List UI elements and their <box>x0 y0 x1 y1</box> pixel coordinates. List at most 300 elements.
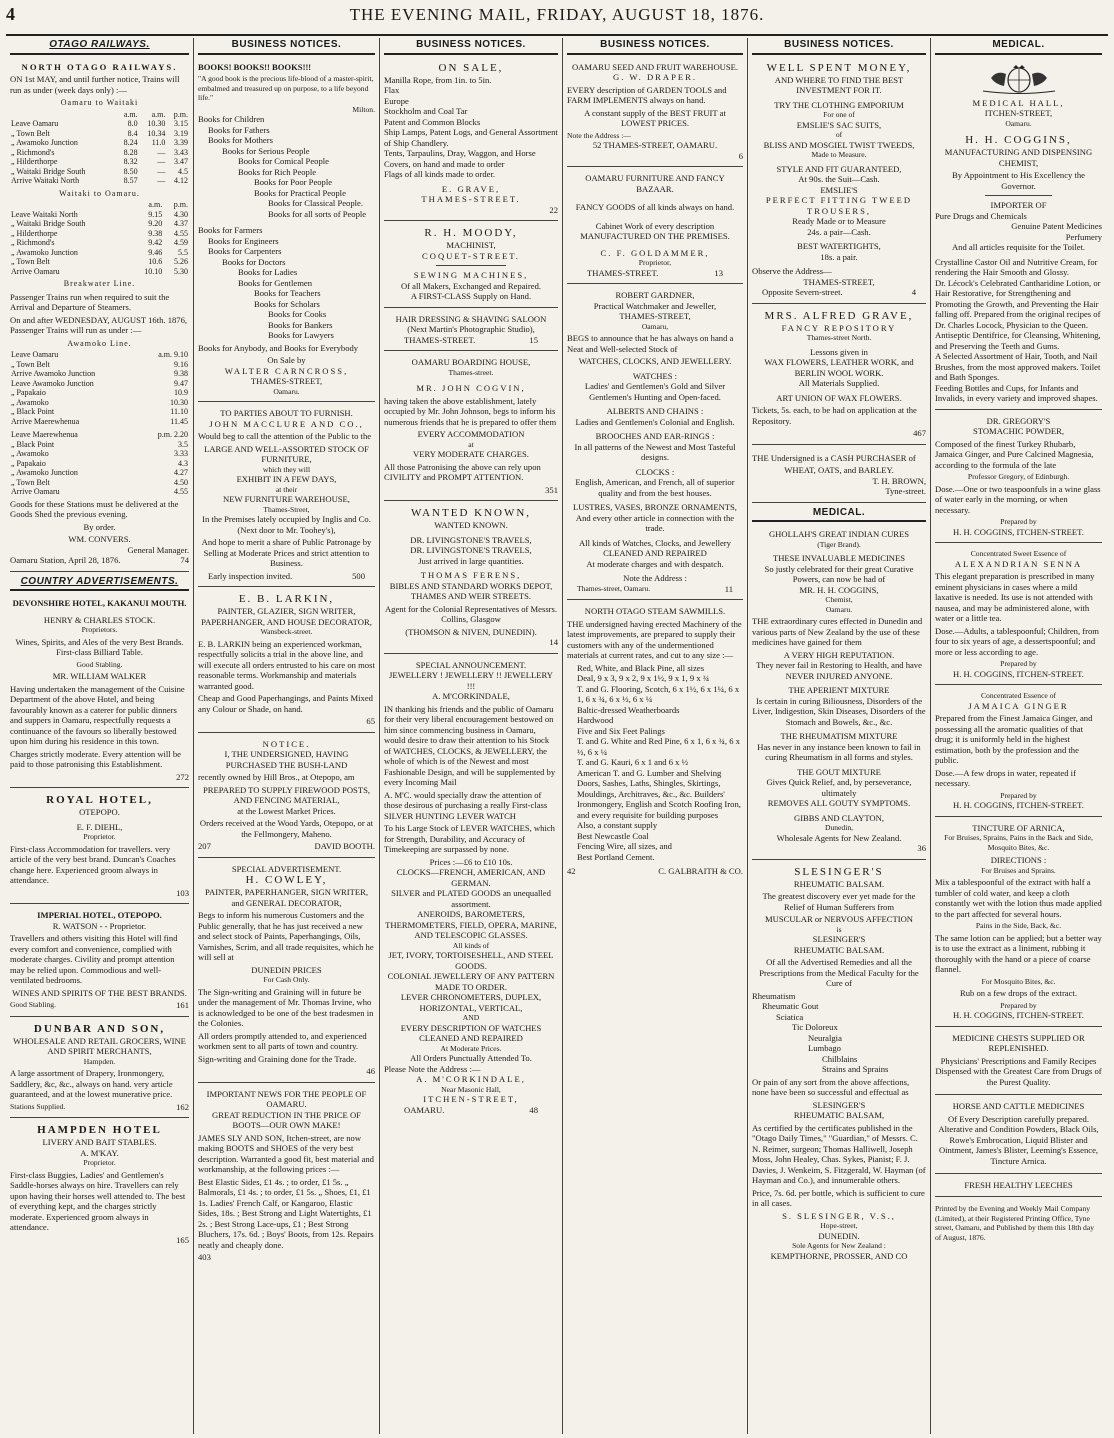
timetable-row <box>10 210 189 220</box>
onsale-number: 22 <box>549 204 558 215</box>
larkin-ad <box>198 590 375 733</box>
cowley-orders: All orders promptly attended to, and experienced workmen sent to all parts of town and country. <box>198 1030 367 1051</box>
station-name: Arrive Waitaki North <box>11 176 80 185</box>
gardner-brooches: In all patterns of the Newest and Most Tasteful designs. <box>574 441 736 462</box>
furnish-warehouse: NEW FURNITURE WAREHOUSE, <box>223 494 350 504</box>
grave-materials: All Materials Supplied. <box>798 378 880 388</box>
arnica-dir3: For Mosquito Bites, &c. <box>981 976 1056 986</box>
grave-title: MRS. ALFRED GRAVE, <box>764 309 914 322</box>
station-name: „ Black Point <box>11 407 55 416</box>
slesinger-agents: Sole Agents for New Zealand : <box>792 1241 886 1250</box>
moody-title: R. H. MOODY, <box>424 227 518 239</box>
money-at: At 90s. the Suit—Cash. <box>798 174 880 184</box>
ferens-streets: THAMES AND WEIR STREETS. <box>410 591 532 601</box>
wanted-title: WANTED KNOWN, <box>410 507 532 519</box>
importer-pure: Pure Drugs and Chemicals <box>935 210 1027 221</box>
station-name: „ Awamoko <box>11 397 49 407</box>
timetable-row <box>10 369 189 379</box>
boarding-ad <box>384 354 558 501</box>
hall-title: MEDICAL HALL, <box>972 97 1065 108</box>
onsale-item: Manilla Rope, from 1in. to 5in. <box>384 74 492 85</box>
ferens-number: 14 <box>549 637 558 647</box>
slesinger-name3: SLESINGER'S <box>812 1099 866 1110</box>
ghollah-town: Oamaru. <box>825 604 853 614</box>
coggins-item: Antiseptic Dentifrice, for Cleansing, Whitening, and Preserving the Teeth and Gums. <box>935 330 1101 351</box>
grave-sub: FANCY REPOSITORY <box>781 322 897 333</box>
books-street: THAMES-STREET, <box>250 376 323 386</box>
timetable-row <box>10 487 189 497</box>
onsale-street: THAMES-STREET. <box>421 194 521 204</box>
timetable-header-cell: a.m. <box>151 109 166 119</box>
larkin-street: Wansbeck-street. <box>260 627 313 636</box>
timetable-row <box>10 360 189 370</box>
station-name: Leave Awamoko Junction <box>11 378 94 388</box>
importer: IMPORTER OF <box>990 200 1047 210</box>
money-try: TRY THE CLOTHING EMPORIUM <box>774 99 904 110</box>
gardner-clocks-title: CLOCKS : <box>635 466 675 477</box>
notice-body: recently owned by Hill Bros., at Otepopo, am <box>198 772 355 782</box>
slesinger-ailments <box>752 991 926 1075</box>
slesinger-signer: S. SLESINGER, V.S., <box>782 1210 896 1221</box>
furnish-lead: Would beg to call the attention of the Public to the <box>198 431 372 441</box>
money-emsl2: EMSLIE'S <box>820 184 858 195</box>
brown-body: THE Undersigned is a CASH PURCHASER of <box>752 452 916 463</box>
jewel-addr-near: Near Masonic Hall, <box>441 1084 501 1094</box>
prepared-by-3-name: H. H. COGGINS, ITCHEN-STREET. <box>953 800 1084 810</box>
departure-time: — <box>157 166 166 176</box>
boots-ad <box>198 1086 375 1268</box>
ghollah-gout: THE GOUT MIXTURE <box>797 766 881 777</box>
moody-street: COQUET-STREET. <box>422 250 520 261</box>
sawmill-item: Baltic-dressed Weatherboards <box>577 704 680 715</box>
slesinger-pain: Or pain of any sort from the above affections, none have been so successful and effectual as <box>752 1076 910 1097</box>
money-ready: Ready Made or to Measure <box>792 216 886 226</box>
seed-ad <box>567 59 743 168</box>
walker-name: MR. WILLIAM WALKER <box>52 671 147 681</box>
prepared-by-4: Prepared by <box>1000 1000 1037 1010</box>
slesinger-sub: RHEUMATIC BALSAM. <box>793 878 885 889</box>
departure-time: 9.46 <box>148 247 163 257</box>
timetable-row <box>10 176 189 186</box>
arnica-title: TINCTURE OF ARNICA, <box>972 822 1065 833</box>
ghollah-ad <box>752 526 926 860</box>
books-list-item: Books for Carpenters <box>208 246 282 256</box>
notice-orders: Orders received at the Wood Yards, Otepopo, or at the Fellmongery, Maheno. <box>199 818 374 839</box>
books-list-b <box>198 225 375 341</box>
timetable-row <box>10 157 189 167</box>
station-name: „ Town Belt <box>11 128 50 138</box>
prepared-by-2: Prepared by <box>1000 659 1037 668</box>
ailment-item: Sciatica <box>776 1011 804 1022</box>
column-1 <box>6 38 194 1434</box>
devonshire-owners: HENRY & CHARLES STOCK. <box>43 614 156 625</box>
money-for: For one of <box>823 110 855 119</box>
devonshire-hotel-ad <box>10 595 189 788</box>
books-list-item: Books for Rich People <box>238 166 317 177</box>
timetable-row <box>10 478 189 488</box>
ghollah-wholesale: Wholesale Agents for New Zealand. <box>776 832 902 843</box>
slesinger-all: Of all the Advertised Remedies and all the Prescriptions from the Medical Faculty for the Cure of <box>759 957 919 988</box>
ghollah-rheum-body: Has never in any instance been known to fail in curing Rheumatism in all forms and styles. <box>757 741 921 762</box>
ginger-ad <box>935 688 1102 817</box>
timetable-row <box>10 388 189 398</box>
sawmill-item: T. and G. White and Red Pine, 6 x 1, 6 x ¾, 6 x ½, 6 x ¼ <box>577 736 740 757</box>
medical-header-col5: MEDICAL. <box>752 506 926 523</box>
departure-time: 9.15 <box>148 209 163 219</box>
boots-title: IMPORTANT NEWS FOR THE PEOPLE OF OAMARU. <box>206 1088 367 1109</box>
seed-body: EVERY description of GARDEN TOOLS and FARM IMPLEMENTS always on hand. <box>567 84 727 105</box>
moody-machines: SEWING MACHINES, <box>413 270 529 280</box>
gardner-brooches-title: BROOCHES AND EAR-RINGS : <box>595 431 715 441</box>
jewel-body: IN thanking his friends and the public of Oamaru for their very liberal encouragement bestowed on him since commencing business in Oamaru, would desire to draw their attention to his Stock of WATCHES, CLOCKS, & JEWELLERY, the whole of which is of the Newest and most Fashionable Design, and will be supplemented by every Incoming Mail <box>384 703 556 787</box>
furnish-title: TO PARTIES ABOUT TO FURNISH. <box>220 408 353 418</box>
chests-presc: Physicians' Prescriptions and Family Recipes Dispensed with the Greatest Care from Drugs of the Purest Quality. <box>935 1055 1102 1087</box>
moody-trade: MACHINIST, <box>446 240 496 250</box>
gardner-other: And every other article in connection with the trade. <box>575 512 735 533</box>
sawmill-item: Hardwood <box>577 715 614 725</box>
departure-time: 11.10 <box>170 407 188 416</box>
furnish-number: 500 <box>352 570 365 581</box>
money-price: 24s. a pair—Cash. <box>807 226 871 237</box>
notice-ad <box>198 736 375 858</box>
ghollah-chem: Chemist, <box>825 595 853 604</box>
grave-number: 467 <box>913 428 926 438</box>
dunbar-ad <box>10 1020 189 1119</box>
money-best-price: 18s. a pair. <box>820 251 858 262</box>
departure-time: 9.47 <box>174 378 188 388</box>
sawmill-item: Best Newcastle Coal <box>577 830 649 841</box>
jewel-prices: Prices :—£6 to £10 10s. <box>429 856 513 867</box>
cowley-number: 46 <box>366 1066 375 1076</box>
bazaar-made: MANUFACTURED ON THE PREMISES. <box>580 231 730 241</box>
slesinger-name2: SLESINGER'S <box>812 934 866 944</box>
gardner-number: 11 <box>724 583 733 594</box>
gardner-repair: All kinds of Watches, Clocks, and Jewellery CLEANED AND REPAIRED <box>579 537 731 558</box>
departure-time: 3.43 <box>174 147 188 157</box>
horse-body: Of Every Description carefully prepared. Alterative and Condition Powders, Black Oils, Rowe's Embrocation, Liquid Blister and Ointment, James's Blister, Leeming's Essence, Tincture Arnica. <box>938 1113 1099 1166</box>
station-name: Leave Waitaki North <box>11 209 78 219</box>
seed-title: OAMARU SEED AND FRUIT WAREHOUSE. <box>571 61 739 72</box>
imperial-body: Travellers and others visiting this Hotel will find every comfort and convenience, complied with moderate charges. Civility and prompt attention may be relied upon. Commodious and well-ventilated bedrooms. <box>10 933 178 985</box>
sawmills-ad <box>567 603 743 882</box>
devonshire-charges: Charges strictly moderate. Every attention will be paid to those patronising this Establishment. <box>10 748 181 769</box>
ghollah-injured: NEVER INJURED ANYONE. <box>785 670 893 681</box>
timetable-row <box>10 407 189 417</box>
railway-footer: Oamaru Station, April 28, 1876. <box>10 555 121 565</box>
onsale-item: Flax <box>384 85 400 95</box>
gardner-lustres: LUSTRES, VASES, BRONZE ORNAMENTS, <box>573 502 737 512</box>
leeches-title: FRESH HEALTHY LEECHES <box>964 1180 1073 1190</box>
boarding-rely: All those Patronising the above can rely upon CIVILITY and PROMPT ATTENTION. <box>384 461 541 482</box>
breakwater-text: Passenger Trains run when required to suit the Arrival and Departure of Steamers. <box>10 291 170 312</box>
station-name: Arrive Awamoko Junction <box>11 369 96 378</box>
books-list-item: Books for Ladies <box>238 267 298 277</box>
timetable-row <box>10 449 189 459</box>
railway-number: 74 <box>180 555 189 565</box>
boarding-at: at <box>468 439 474 449</box>
bazaar-number: 13 <box>714 267 723 278</box>
brown-street: Tyne-street. <box>885 486 926 496</box>
brown-ad <box>752 448 926 503</box>
brown-name: T. H. BROWN, <box>872 475 926 486</box>
dunbar-title: DUNBAR AND SON, <box>33 1022 166 1035</box>
bazaar-street: THAMES-STREET. <box>587 267 659 278</box>
books-list-item: Books for Scholars <box>254 298 320 309</box>
departure-time: 5.26 <box>174 257 188 266</box>
furnish-street: Thames-Street, <box>263 504 310 514</box>
gardner-alberts-title: ALBERTS AND CHAINS : <box>606 406 704 416</box>
notice-title: NOTICE. <box>262 738 311 749</box>
cowley-body: Begs to inform his numerous Customers and the Public generally, that he has just received a new and select stock of Paints, Paperhangings, Oils, Varnishes, Scrim, and all trade requisites, which he will sell at <box>198 910 374 962</box>
books-list-item: Books for Fathers <box>208 124 270 135</box>
timetable-row <box>10 238 189 248</box>
books-list-item: Books for Children <box>198 114 265 124</box>
arnica-sub: For Bruises, Sprains, Pains in the Back and Side, Mosquito Bites, &c. <box>944 833 1093 852</box>
awamoko-intro: On and after WEDNESDAY, AUGUST 16th. 1876, Passenger Trains will run as under :— <box>10 314 188 335</box>
station-name: „ Hilderthorpe <box>11 228 58 238</box>
horse-title: HORSE AND CATTLE MEDICINES <box>952 1101 1085 1111</box>
books-seller: WALTER CARNCROSS, <box>224 365 349 376</box>
money-sub: AND WHERE TO FIND THE BEST INVESTMENT FOR IT. <box>774 74 904 95</box>
leeches-ad <box>935 1177 1102 1197</box>
prepared-by-2-name: H. H. COGGINS, ITCHEN-STREET. <box>953 668 1084 679</box>
prepared-by-3: Prepared by <box>1000 790 1037 800</box>
imperial-wines: WINES AND SPIRITS OF THE BEST BRANDS. <box>12 987 187 998</box>
sawmill-item: American T. and G. Lumber and Shelving <box>577 767 722 778</box>
jewel-clocks: CLOCKS—FRENCH, AMERICAN, AND GERMAN. <box>396 867 546 888</box>
jewel-name: A. M'CORKINDALE, <box>432 691 510 701</box>
prepared-by-4-name: H. H. COGGINS, ITCHEN-STREET. <box>953 1010 1084 1020</box>
station-name: Leave Maerewhenua <box>11 430 78 439</box>
larkin-title: E. B. LARKIN, <box>238 593 335 605</box>
station-name: Arrive Oamaru <box>11 266 60 276</box>
boarding-title: OAMARU BOARDING HOUSE, <box>411 357 531 367</box>
grave-ad <box>752 307 926 445</box>
gardner-title: ROBERT GARDNER, <box>615 290 695 300</box>
onsale-item: Patent and Common Blocks <box>384 116 481 127</box>
column-2 <box>194 38 380 1434</box>
coggins-item: Crystalline Castor Oil and Nutritive Cream, for rendering the Hair Smooth and Glossy. <box>935 256 1098 277</box>
ghollah-number: 36 <box>917 843 926 853</box>
ailment-item: Tic Doloreux <box>792 1022 838 1032</box>
slesinger-price: Price, 7s. 6d. per bottle, which is sufficient to cure in all cases. <box>752 1187 925 1208</box>
devonshire-owners-title: Proprietors. <box>81 625 118 634</box>
ghollah-removes: REMOVES ALL GOUTY SYMPTOMS. <box>767 798 911 808</box>
onsale-item: Flags of all kinds made to order. <box>384 169 495 179</box>
sawmill-item: Doors, Sashes, Laths, Shingles, Skirtings, Mouldings, Architraves, &c., &c. Builders' Ironmongery, English and Scotch Roofing Iron, and every requisite for building purposes <box>577 778 741 820</box>
arnica-dir1-body: Mix a tablespoonful of the extract with half a tumbler of cold water, and keep a cloth constantly wet with the lotion thus made applied to the part affected for several hours. <box>935 877 1102 919</box>
departure-time: 4.30 <box>174 209 188 219</box>
departure-time: a.m. 9.10 <box>158 350 188 359</box>
departure-time: — <box>157 176 166 185</box>
ailment-item: Lumbago <box>808 1043 841 1053</box>
departure-time: 4.55 <box>174 487 188 496</box>
gardner-note: Note the Address : <box>623 573 687 583</box>
books-list-item: Books for Poor People <box>254 177 333 187</box>
gardner-town: Oamaru, <box>641 321 669 331</box>
timetable-row <box>10 459 189 469</box>
col1-header: OTAGO RAILWAYS. <box>10 38 189 55</box>
jewellery-ad <box>384 657 558 1121</box>
onsale-ad <box>384 59 558 222</box>
boarding-every: EVERY ACCOMMODATION <box>417 429 525 439</box>
departure-time: 8.28 <box>123 147 138 157</box>
station-name: „ Town Belt <box>11 257 50 266</box>
ghollah-agents-town: Dunedin, <box>824 823 854 832</box>
gregory-prof: Professor Gregory, of Edinburgh. <box>967 472 1070 481</box>
furnish-which: which they will <box>262 464 311 474</box>
onsale-item: Ship Lamps, Patent Logs, and General Assortment of Ship Chandlery. <box>384 127 558 148</box>
sawmills-items <box>567 663 743 863</box>
devonshire-stabling: Good Stabling. <box>76 659 123 669</box>
notice-prices: at the Lowest Market Prices. <box>237 805 336 816</box>
seed-addr: 52 THAMES-STREET, OAMARU. <box>592 140 718 150</box>
moody-supply: A FIRST-CLASS Supply on Hand. <box>410 291 532 301</box>
sawmill-item: Best Portland Cement. <box>577 851 655 862</box>
seed-fruit: A constant supply of the BEST FRUIT at LOWEST PRICES. <box>584 107 726 128</box>
books-anybody: Books for Anybody, and Books for Everybody <box>198 342 359 353</box>
furnish-at: at their <box>275 484 298 494</box>
royal-owner: E. F. DIEHL, <box>76 821 123 832</box>
wanted-l3: Just arrived in large quantities. <box>418 555 524 566</box>
station-name: „ Waitaki Bridge South <box>11 219 86 228</box>
medical-hall-ad <box>935 59 1102 410</box>
jewel-and: AND <box>462 1013 480 1022</box>
furnish-firm: JOHN MACCLURE AND CO., <box>209 418 364 429</box>
sawmill-item: T. and G. Flooring, Scotch, 6 x 1½, 6 x 1¼, 6 x 1, 6 x ¾, 6 x ½, 6 x ¼ <box>577 683 740 704</box>
ginger-body: Prepared from the Finest Jamaica Ginger, and possessing all the aromatic qualities of that drug; it is uniformly held in the highest estimation, both by the profession and the public. <box>935 713 1093 765</box>
money-emsl: EMSLIE'S SAC SUITS, <box>796 119 882 130</box>
grave-wax: WAX FLOWERS, LEATHER WORK, and BERLIN WOOL WORK. <box>764 357 914 378</box>
timetable-header-row <box>10 110 189 120</box>
column-5 <box>748 38 931 1434</box>
money-observe: Observe the Address— <box>752 266 832 276</box>
cowley-trade: PAINTER, PAPERHANGER, SIGN WRITER, and GENERAL DECORATOR, <box>205 887 368 908</box>
boots-body: JAMES SLY AND SON, Itchen-street, are now making BOOTS and SHOES of the very best description. Warranted a good fit, best material and workmanship, at the following prices :— <box>198 1132 374 1174</box>
jewel-addr-name: A. M'CORKINDALE, <box>416 1074 526 1084</box>
station-name: „ Hilderthorpe <box>11 157 58 166</box>
special-title: SPECIAL ADVERTISEMENT. <box>231 863 342 874</box>
books-list-item: Books for Practical People <box>254 187 346 198</box>
departure-time: 8.50 <box>123 166 138 176</box>
ghollah-never: They never fail in Restoring to Health, and have <box>756 660 922 670</box>
sawmill-item: Also, a constant supply <box>577 820 658 830</box>
sawmills-title: NORTH OTAGO STEAM SAWMILLS. <box>584 606 726 616</box>
books-title: BOOKS! BOOKS!! BOOKS!!! <box>198 61 312 72</box>
imperial-owner: R. WATSON - - Proprietor. <box>52 920 147 931</box>
slesinger-title: SLESINGER'S <box>794 865 884 878</box>
gardner-addr: Thames-street, Oamaru. <box>577 583 651 593</box>
royal-title: ROYAL HOTEL, <box>46 794 153 806</box>
royal-number: 103 <box>176 887 189 898</box>
ginger-conc: Concentrated Essence of <box>980 691 1057 700</box>
dunbar-place: Hampden. <box>83 1056 116 1066</box>
departure-time: 8.24 <box>123 138 138 147</box>
hampden-title: HAMPDEN HOTEL <box>37 1124 162 1136</box>
hair-number: 15 <box>529 334 538 345</box>
timetable-header-cell: p.m. <box>173 109 188 119</box>
gregory-ad <box>935 413 1102 544</box>
gardner-watches-title: WATCHES : <box>632 370 678 381</box>
books-list-item: Books for Farmers <box>198 225 263 235</box>
grave-lessons: Lessons given in <box>810 346 868 357</box>
imperial-stabling: Good Stabling. <box>10 1000 56 1009</box>
departure-time: 3.47 <box>174 157 188 166</box>
money-opp: Opposite Severn-street. <box>762 287 843 297</box>
notice-lead: I, THE UNDERSIGNED, HAVING PURCHASED THE BUSH-LAND <box>224 749 349 770</box>
timetable-row <box>10 129 189 139</box>
cowley-ad <box>198 861 375 1083</box>
departure-time: 11.45 <box>170 416 188 426</box>
ferens-firm: (THOMSON & NIVEN, DUNEDIN). <box>405 626 537 637</box>
importer-genuine: Genuine Patent Medicines <box>1011 221 1102 231</box>
timetable-row <box>10 148 189 158</box>
col6-header: MEDICAL. <box>935 38 1102 55</box>
sawmill-item: T. and G. Kauri, 6 x 1 and 6 x ½ <box>577 757 689 767</box>
books-list-item: Books for all sorts of People <box>268 208 367 219</box>
devonshire-title: DEVONSHIRE HOTEL, KAKANUI MOUTH. <box>12 598 187 608</box>
jewel-j: JEWELLERY ! JEWELLERY !! JEWELLERY !!! <box>388 670 554 691</box>
cowley-cash: For Cash Only. <box>263 975 310 984</box>
bazaar-fancy: FANCY GOODS of all kinds always on hand. <box>575 202 735 212</box>
royal-owner-title: Proprietor. <box>83 832 116 841</box>
bazaar-title: OAMARU FURNITURE AND FANCY BAZAAR. <box>585 173 725 194</box>
money-made: Made to Measure. <box>811 150 867 159</box>
arnica-dir1: For Bruises and Sprains. <box>981 865 1056 875</box>
gardner-ad <box>567 287 743 600</box>
books-list-item: Books for Doctors <box>222 256 286 267</box>
timetable-header-row <box>10 200 189 210</box>
station-name: Leave Oamaru <box>11 119 59 128</box>
jewel-aneroids: ANEROIDS, BAROMETERS, THERMOMETERS, FIELD, OPERA, MARINE, AND TELESCOPIC GLASSES. <box>385 909 557 940</box>
station-name: Leave Oamaru <box>11 350 59 359</box>
hampden-owner: A. M'KAY. <box>80 1147 119 1158</box>
coggins-trade: MANUFACTURING AND DISPENSING CHEMIST, <box>944 147 1093 168</box>
timetable-row <box>10 468 189 478</box>
departure-time: 8.4 <box>127 128 138 138</box>
gardner-stock: WATCHES, CLOCKS, AND JEWELLERY. <box>578 356 732 366</box>
sawmill-item: Fencing Wire, all sizes, and <box>577 841 672 851</box>
books-ad <box>198 59 375 403</box>
notice-signer: DAVID BOOTH. <box>314 841 375 851</box>
imperial-number: 161 <box>176 1000 189 1010</box>
books-list-item: Books for Gentlemen <box>238 277 312 288</box>
coggins-name: H. H. COGGINS, <box>965 134 1072 146</box>
slesinger-ad <box>752 863 926 1267</box>
wanted-ad <box>384 504 558 654</box>
moody-makers: Of all Makers, Exchanged and Repaired. <box>400 280 542 291</box>
to-waitaki-table <box>10 110 189 186</box>
ginger-dose: Dose.—A few drops in water, repeated if necessary. <box>935 767 1076 788</box>
departure-time: 9.42 <box>148 238 163 247</box>
money-title: WELL SPENT MONEY, <box>766 61 912 74</box>
departure-time: 9.16 <box>174 359 188 369</box>
ghollah-these: THESE INVALUABLE MEDICINES <box>772 553 906 563</box>
timetable-row <box>10 440 189 450</box>
hampden-body: First-class Buggies, Ladies' and Gentlemen's Saddle-horses always on hire. Travellers can rely upon having their horses well attended to. The best of everything kept, and the charges strictly moderate. Experienced groom always in attendance. <box>10 1169 186 1232</box>
money-of: of <box>835 130 843 139</box>
gregory-body: Composed of the finest Turkey Rhubarb, Jamaica Ginger, and Pure Calcined Magnesia, according to the formula of the late <box>935 438 1094 470</box>
slesinger-cert: As certified by the certificates published in the "Otago Daily Times," "Guardian," of Messrs. C. N. Reimer, surgeon; Thomas Halliwell, Joseph Moss, John Healey, Chas. Sykes, Pianist; F. J. Davies, J. Wenkeim, S. Fitzgerald, W. Hayman (of Hayman and Co.), and innumerable others. <box>752 1122 926 1185</box>
slesinger-street: Hope-street, <box>820 1221 858 1230</box>
jewel-orders: All Orders Punctually Attended To. <box>410 1053 532 1063</box>
printer-imprint: Printed by the Evening and Weekly Mail Company (Limited), at their Registered Printing Office, Tyne street, Oamaru, and Published by them this 18th day of August, 1876. <box>935 1204 1095 1242</box>
furnish-exhibit: EXHIBIT IN A FEW DAYS, <box>236 474 337 484</box>
departure-time: 11.0 <box>151 138 166 147</box>
clothing-ad <box>752 59 926 304</box>
timetable-header-cell <box>10 200 131 210</box>
bazaar-owner-title: Proprietor, <box>638 258 672 267</box>
